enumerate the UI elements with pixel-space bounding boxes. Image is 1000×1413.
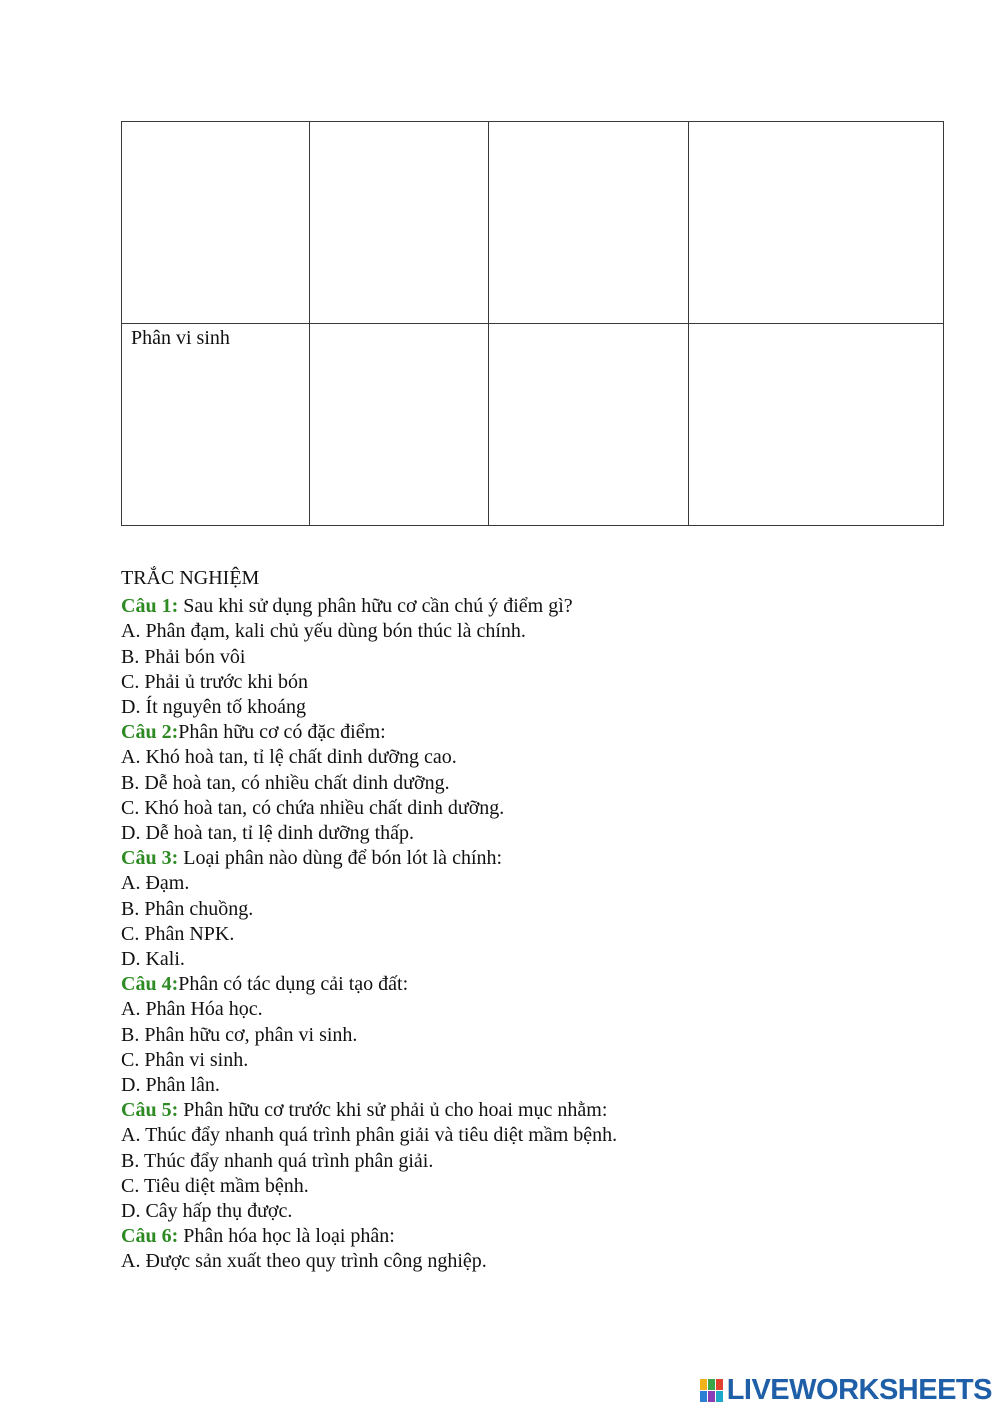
answer-option: B. Phân chuồng. bbox=[121, 897, 254, 920]
table-row bbox=[122, 324, 944, 526]
table-cell bbox=[689, 324, 944, 526]
table-row bbox=[122, 122, 944, 324]
answer-option: B. Phân hữu cơ, phân vi sinh. bbox=[121, 1023, 358, 1046]
question-line bbox=[121, 594, 961, 619]
question-number: Câu 6: bbox=[121, 1225, 179, 1248]
question-number: Câu 2: bbox=[121, 721, 179, 744]
table-cell bbox=[689, 122, 944, 324]
answer-option: C. Phải ủ trước khi bón bbox=[121, 670, 308, 693]
answer-option: C. Phân NPK. bbox=[121, 922, 235, 945]
question-number: Câu 1: bbox=[121, 595, 179, 618]
quiz-section bbox=[121, 566, 961, 1275]
liveworksheets-logo bbox=[700, 1374, 992, 1407]
answer-option: C. Khó hoà tan, có chứa nhiều chất dinh dưỡng. bbox=[121, 796, 505, 819]
question-text: Phân hóa học là loại phân: bbox=[178, 1225, 395, 1248]
answer-option: B. Thúc đẩy nhanh quá trình phân giải. bbox=[121, 1149, 434, 1172]
answer-option: D. Ít nguyên tố khoáng bbox=[121, 696, 306, 719]
question-line bbox=[121, 1224, 961, 1249]
answer-option: D. Kali. bbox=[121, 948, 185, 971]
table-cell-phan-vi-sinh bbox=[122, 324, 310, 526]
question-line bbox=[121, 972, 961, 997]
question-3 bbox=[121, 846, 961, 972]
question-text: Phân hữu cơ có đặc điểm: bbox=[178, 721, 386, 744]
section-title: TRẮC NGHIỆM bbox=[121, 567, 260, 589]
question-line bbox=[121, 1098, 961, 1123]
table-cell bbox=[489, 122, 689, 324]
row-label: Phân vi sinh bbox=[131, 327, 230, 349]
answer-option: A. Phân đạm, kali chủ yếu dùng bón thúc là chính. bbox=[121, 620, 526, 643]
question-text: Loại phân nào dùng để bón lót là chính: bbox=[178, 847, 503, 870]
question-number: Câu 5: bbox=[121, 1099, 179, 1122]
table-cell bbox=[489, 324, 689, 526]
table-cell bbox=[310, 324, 489, 526]
question-line bbox=[121, 720, 961, 745]
answer-option: D. Phân lân. bbox=[121, 1074, 220, 1097]
question-6 bbox=[121, 1224, 961, 1274]
answer-option: C. Phân vi sinh. bbox=[121, 1048, 249, 1071]
liveworksheets-logo-icon bbox=[700, 1379, 724, 1403]
question-number: Câu 3: bbox=[121, 847, 179, 870]
question-text: Sau khi sử dụng phân hữu cơ cần chú ý điểm gì? bbox=[178, 595, 573, 618]
answer-option: B. Dễ hoà tan, có nhiều chất dinh dưỡng. bbox=[121, 771, 450, 794]
answer-option: D. Cây hấp thụ được. bbox=[121, 1200, 293, 1223]
table-cell bbox=[122, 122, 310, 324]
answer-option: C. Tiêu diệt mầm bệnh. bbox=[121, 1174, 309, 1197]
question-text: Phân có tác dụng cải tạo đất: bbox=[178, 973, 409, 996]
answer-option: D. Dễ hoà tan, tỉ lệ dinh dưỡng thấp. bbox=[121, 822, 415, 845]
answer-option: A. Thúc đẩy nhanh quá trình phân giải và tiêu diệt mầm bệnh. bbox=[121, 1124, 618, 1147]
question-5 bbox=[121, 1098, 961, 1224]
question-text: Phân hữu cơ trước khi sử phải ủ cho hoai mục nhằm: bbox=[178, 1099, 608, 1122]
answer-option: A. Được sản xuất theo quy trình công nghiệp. bbox=[121, 1250, 487, 1273]
answer-option: B. Phải bón vôi bbox=[121, 645, 246, 668]
table-cell bbox=[310, 122, 489, 324]
question-number: Câu 4: bbox=[121, 973, 179, 996]
question-1 bbox=[121, 594, 961, 720]
question-2 bbox=[121, 720, 961, 846]
answer-option: A. Phân Hóa học. bbox=[121, 998, 263, 1021]
question-line bbox=[121, 846, 961, 871]
question-4 bbox=[121, 972, 961, 1098]
answer-option: A. Khó hoà tan, tỉ lệ chất dinh dưỡng cao. bbox=[121, 746, 457, 769]
answer-option: A. Đạm. bbox=[121, 872, 190, 895]
liveworksheets-logo-text: LIVEWORKSHEETS bbox=[726, 1374, 992, 1406]
fertilizer-table bbox=[121, 121, 944, 526]
